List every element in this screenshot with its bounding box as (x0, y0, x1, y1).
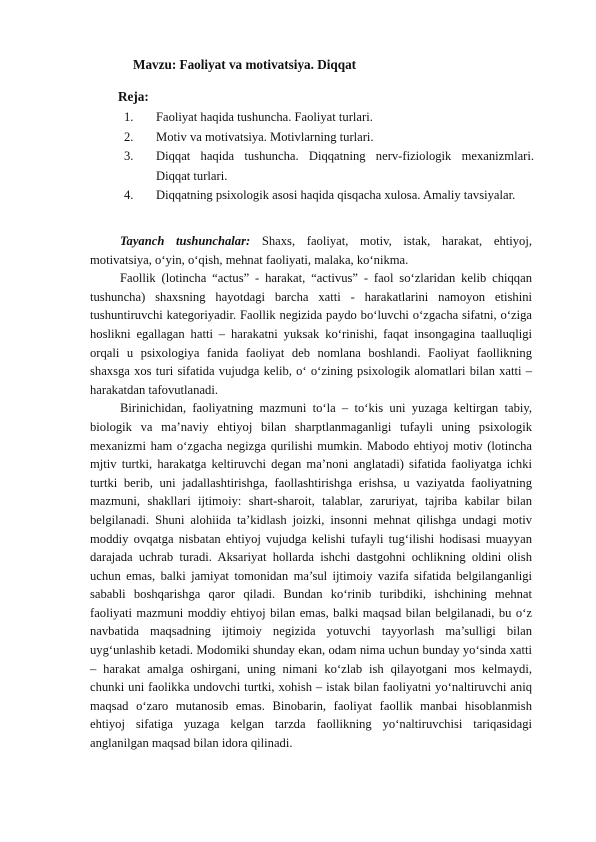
plan-item (124, 147, 534, 186)
body-paragraph: Faollik (lotincha “actus” - harakat, “activus” - faol so‘zlaridan kelib chiqqan tushuncha) shaxsning hayotdagi barcha xatti - harakatlarini namoyon etishini tushuntiruvchi kategoriyadir. Faollik negizida paydo bo‘luvchi o‘zgacha sifatni, o‘ziga hoslikni egallagan hatti – harakatni yuksak ko‘rinishi, faqat insongagina taalluqligi orqali u psixologiya fanida faoliyat deb nomlana boshlandi. Faoliyat faollikning shaxsga xos turi sifatida vujudga kelib, o‘ o‘zining psixologik alomatlari bilan xatti – harakatdan tafovutlanadi. (90, 271, 532, 397)
key-concepts-text: Shaxs, faoliyat, motiv, istak, harakat, ehtiyoj, motivatsiya, o‘yin, o‘qish, mehnat faoliyati, malaka, ko‘nikma. (90, 234, 532, 267)
plan-item-number: 2. (124, 129, 134, 144)
plan-item-number: 4. (124, 188, 134, 202)
key-concepts-paragraph (90, 232, 532, 269)
plan-item-number: 1. (124, 110, 134, 124)
body-paragraph: Birinichidan, faoliyatning mazmuni to‘la – to‘kis uni yuzaga keltirgan tabiy, biologik va ma’naviy ehtiyoj bilan sharptlanmaganligi tufayli uning psixologik mexanizmi ham o‘zgacha negizga qurilishi mumkin. Mabodo ehtiyoj motiv (lotincha mjtiv turtki, harakatga keltiruvchi degan ma’noni anglatadi) sifatida faoliyatga ichki turtki berib, uni jadallashtirishga, faollashtirishga erishsa, u vaziyatda faoliyatning mazmuni, shakllari ijtimoiy: shart-sharoit, talablar, zaruriyat, tajriba kabilar bilan belgilanadi. Shuni alohiida ta’kidlash joizki, insonni mehnat qilishga undagi motiv moddiy ovqatga nisbatan ehtiyoj vujudga kelishi tufayli tug‘ilishi hodisasi muayyan darajada uchrab turadi. Aksariyat hollarda ishchi dastgohni ochlikning oldini olish uchun emas, balki jamiyat tomonidan ma’sul ijtimoiy vazifa sifatida belgilanganligi sababli boshqarishga qaror qiladi. Bundan ko‘rinib turibdiki, ishchining mehnat faoliyati mazmuni moddiy ehtiyoj bilan emas, balki maqsad bilan belgilanadi, bu o‘z navbatida maqsadning ijtimoiy negizida yotuvchi tayyorlash ma’sulligi bilan uyg‘unlashib ketadi. Modomiki shunday ekan, odam nima uchun bunday yo‘sinda xatti – harakat amalga oshirgani, uning nimani ko‘zlab ish qilayotgani mos kelmaydi, chunki uni faolikka undovchi turtki, xohish – istak bilan faoliyatni yo‘naltiruvchi aniq maqsad o‘zaro mutanosib emas. Binobarin, faoliyat faollik manbai hisoblanmish ehtiyoj sifatiga yuzaga kelgan tarzda faollikning yo‘naltiruvchisi tariqasidagi anglanilgan maqsad bilan idora qilinadi. (90, 401, 532, 751)
key-concepts-label: Tayanch tushunchalar: (120, 234, 251, 248)
plan-item-text: Diqqatning psixologik asosi haqida qisqacha xulosa. Amaliy tavsiyalar. (156, 188, 516, 202)
plan-item (124, 108, 534, 128)
plan-item (124, 128, 534, 148)
plan-item-text: Motiv va motivatsiya. Motivlarning turlari. (156, 129, 374, 144)
plan-item-number: 3. (124, 149, 134, 163)
plan-item-text: Diqqat haqida tushuncha. Diqqatning nerv-fiziologik mexanizmlari. Diqqat turlari. (156, 149, 534, 183)
body-text (90, 232, 532, 753)
page-title: Mavzu: Faoliyat va motivatsiya. Diqqat (133, 57, 357, 72)
plan-heading: Reja: (118, 89, 149, 104)
plan-item-text: Faoliyat haqida tushuncha. Faoliyat turlari. (156, 110, 373, 124)
plan-item (124, 186, 534, 206)
plan-list (124, 108, 534, 206)
